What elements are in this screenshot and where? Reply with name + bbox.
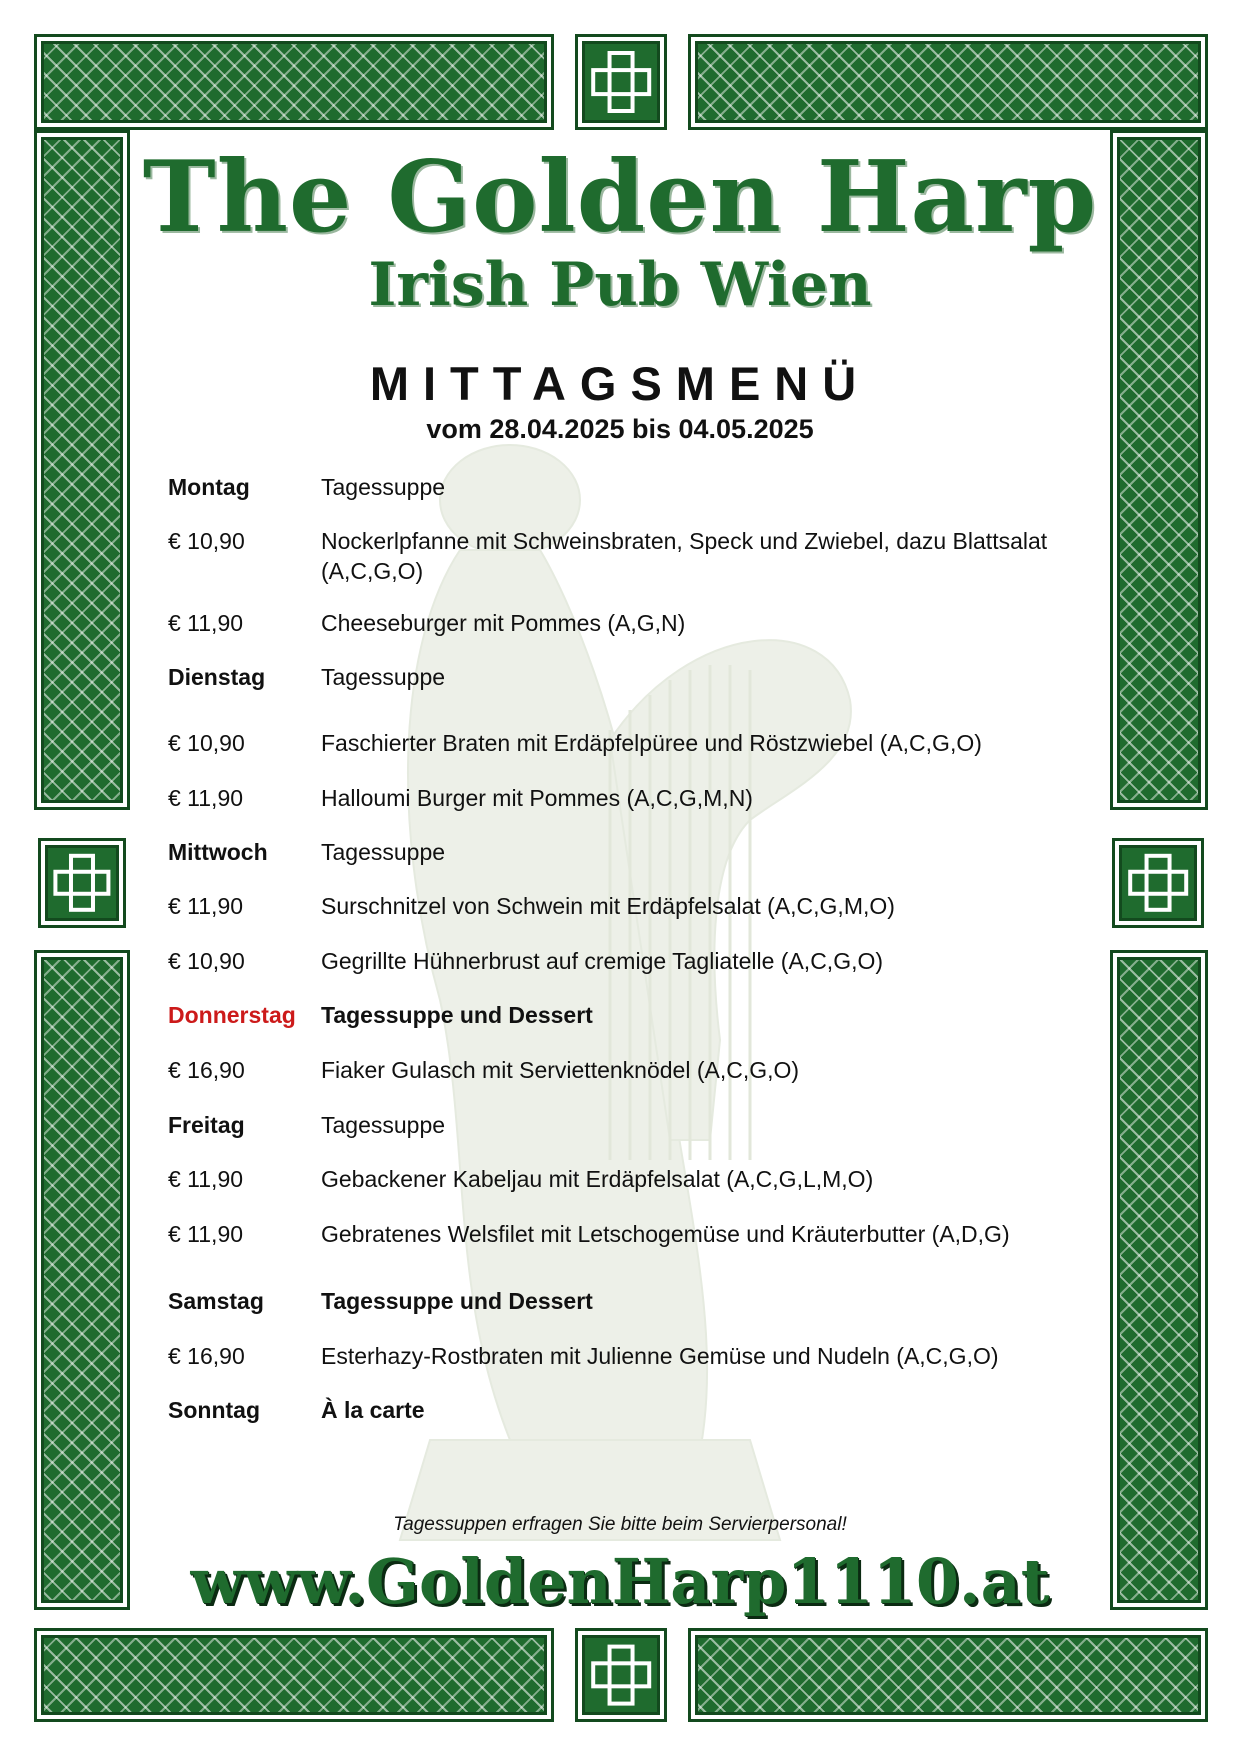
- dish-text: Faschierter Braten mit Erdäpfelpüree und Röstzwiebel (A,C,G,O): [321, 730, 982, 756]
- price-label: € 11,90: [168, 893, 244, 919]
- dish-text: Tagessuppe: [321, 839, 446, 865]
- border-top-right: [688, 34, 1208, 130]
- day-label-freitag: Freitag: [168, 1112, 245, 1138]
- dish-text: Tagessuppe und Dessert: [321, 1002, 593, 1028]
- dish-text: Cheeseburger mit Pommes (A,G,N): [321, 610, 686, 636]
- price-label: € 10,90: [168, 528, 245, 554]
- knot-bottom-center: [575, 1628, 667, 1722]
- border-top-left: [34, 34, 554, 130]
- day-label-montag: Montag: [168, 474, 250, 500]
- footer-note: Tagessuppen erfragen Sie bitte beim Servierpersonal!: [393, 1514, 847, 1535]
- dish-text: Gebratenes Welsfilet mit Letschogemüse und Kräuterbutter (A,D,G): [321, 1221, 1010, 1247]
- price-label: € 16,90: [168, 1343, 245, 1369]
- dish-text: Tagessuppe: [321, 664, 446, 690]
- knot-left-middle: [38, 838, 126, 928]
- dish-text: Fiaker Gulasch mit Serviettenknödel (A,C,G,O): [321, 1057, 800, 1083]
- dish-text: Gegrillte Hühnerbrust auf cremige Tagliatelle (A,C,G,O): [321, 948, 884, 974]
- border-right-lower: [1110, 950, 1208, 1610]
- border-left-upper: [34, 130, 130, 810]
- day-label-samstag: Samstag: [168, 1288, 264, 1314]
- dish-text: Esterhazy-Rostbraten mit Julienne Gemüse und Nudeln (A,C,G,O): [321, 1343, 999, 1369]
- website-url[interactable]: www.GoldenHarp1110.at: [190, 1545, 1050, 1618]
- pub-subtitle: Irish Pub Wien: [368, 250, 872, 320]
- dish-text: Nockerlpfanne mit Schweinsbraten, Speck und Zwiebel, dazu Blattsalat (A,C,G,O): [321, 528, 1048, 584]
- dish-text: Tagessuppe und Dessert: [321, 1288, 593, 1314]
- dish-text: Gebackener Kabeljau mit Erdäpfelsalat (A,C,G,L,M,O): [321, 1166, 874, 1192]
- pub-title: The Golden Harp: [142, 140, 1098, 255]
- knot-top-center: [575, 34, 667, 130]
- border-bottom-right: [688, 1628, 1208, 1722]
- harp-watermark-icon: [310, 440, 870, 1550]
- price-label: € 11,90: [168, 610, 244, 636]
- price-label: € 10,90: [168, 730, 245, 756]
- price-label: € 11,90: [168, 1166, 244, 1192]
- border-bottom-left: [34, 1628, 554, 1722]
- price-label: € 11,90: [168, 1221, 244, 1247]
- price-label: € 11,90: [168, 785, 244, 811]
- dish-text: Halloumi Burger mit Pommes (A,C,G,M,N): [321, 785, 753, 811]
- day-label-sonntag: Sonntag: [168, 1397, 260, 1423]
- day-label-dienstag: Dienstag: [168, 664, 266, 690]
- menu-date-range: vom 28.04.2025 bis 04.05.2025: [426, 414, 814, 444]
- knot-right-middle: [1112, 838, 1204, 928]
- menu-heading: MITTAGSMENÜ: [369, 357, 871, 410]
- dish-text: À la carte: [321, 1397, 425, 1423]
- day-label-donnerstag: Donnerstag: [168, 1002, 296, 1028]
- border-left-lower: [34, 950, 130, 1610]
- price-label: € 10,90: [168, 948, 245, 974]
- border-right-upper: [1110, 130, 1208, 810]
- dish-text: Tagessuppe: [321, 474, 446, 500]
- dish-text: Surschnitzel von Schwein mit Erdäpfelsalat (A,C,G,M,O): [321, 893, 895, 919]
- price-label: € 16,90: [168, 1057, 245, 1083]
- dish-text: Tagessuppe: [321, 1112, 446, 1138]
- day-label-mittwoch: Mittwoch: [168, 839, 268, 865]
